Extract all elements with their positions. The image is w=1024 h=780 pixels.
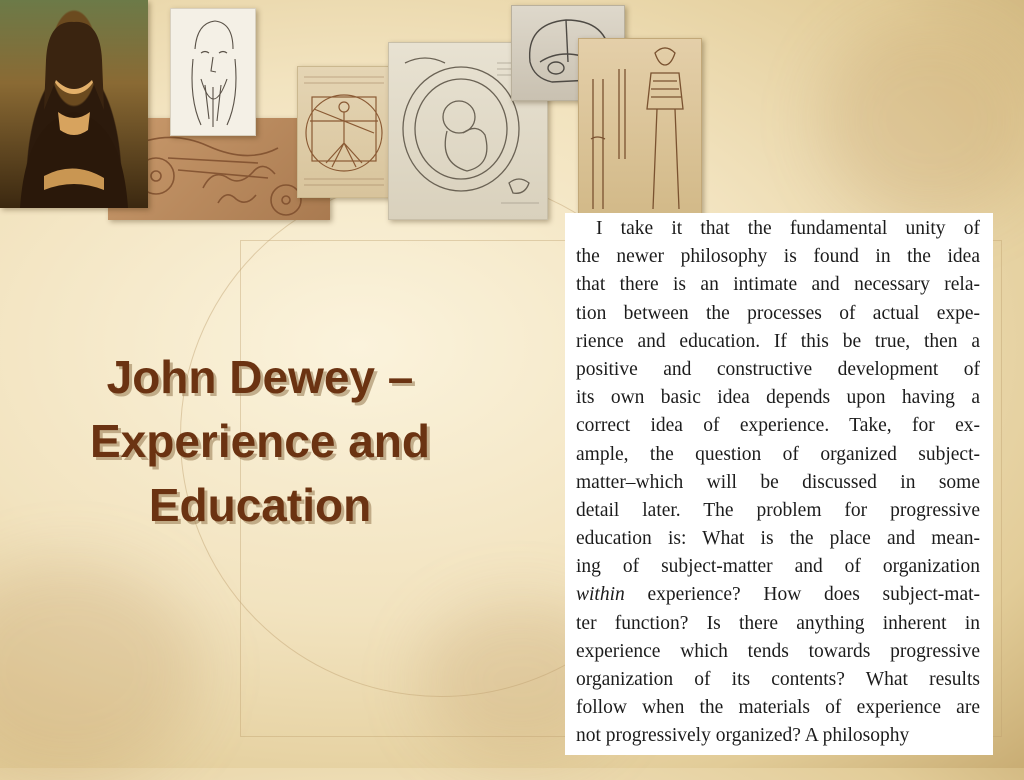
excerpt-line-with-italic: [576, 581, 980, 609]
excerpt-line: that there is an intimate and necessary rela-: [576, 274, 980, 296]
skeleton-study-drawing: [578, 38, 702, 218]
excerpt-line: positive and constructive development of: [576, 358, 980, 380]
excerpt-line: matter–which will be discussed in some: [576, 471, 980, 493]
book-excerpt: [565, 213, 993, 755]
excerpt-line: follow when the materials of experience are: [576, 697, 980, 719]
excerpt-line: experience which tends towards progressive: [576, 640, 980, 662]
excerpt-line: ter function? Is there anything inherent in: [576, 612, 980, 634]
excerpt-line: its own basic idea depends upon having a: [576, 387, 980, 409]
excerpt-line: education is: What is the place and mean-: [576, 528, 980, 550]
title-line: Education: [148, 479, 372, 531]
excerpt-line: ing of subject-matter and of organization: [576, 556, 980, 578]
excerpt-line: rience and education. If this be true, then a: [576, 330, 980, 352]
mona-lisa-painting: [0, 0, 148, 208]
italic-word: within: [576, 584, 625, 606]
leonardo-self-portrait: [170, 8, 256, 136]
background-stain: [820, 20, 1024, 220]
title-line: John Dewey –: [106, 351, 414, 403]
background-stain: [0, 560, 200, 780]
excerpt-line: correct idea of experience. Take, for ex-: [576, 415, 980, 437]
excerpt-line-text: experience? How does subject-mat-: [647, 584, 981, 606]
excerpt-line: detail later. The problem for progressive: [576, 499, 980, 521]
excerpt-line: I take it that the fundamental unity of: [596, 218, 980, 239]
excerpt-line: ample, the question of organized subject-: [576, 443, 980, 465]
excerpt-line: organization of its contents? What results: [576, 669, 980, 690]
vitruvian-man-drawing: [297, 66, 391, 198]
excerpt-line: not progressively organized? A philosophy: [576, 725, 910, 747]
title-line: Experience and: [89, 415, 431, 467]
slide-title: [30, 345, 490, 537]
excerpt-line: the newer philosophy is found in the idea: [576, 246, 980, 268]
excerpt-line: tion between the processes of actual expe-: [576, 302, 980, 324]
